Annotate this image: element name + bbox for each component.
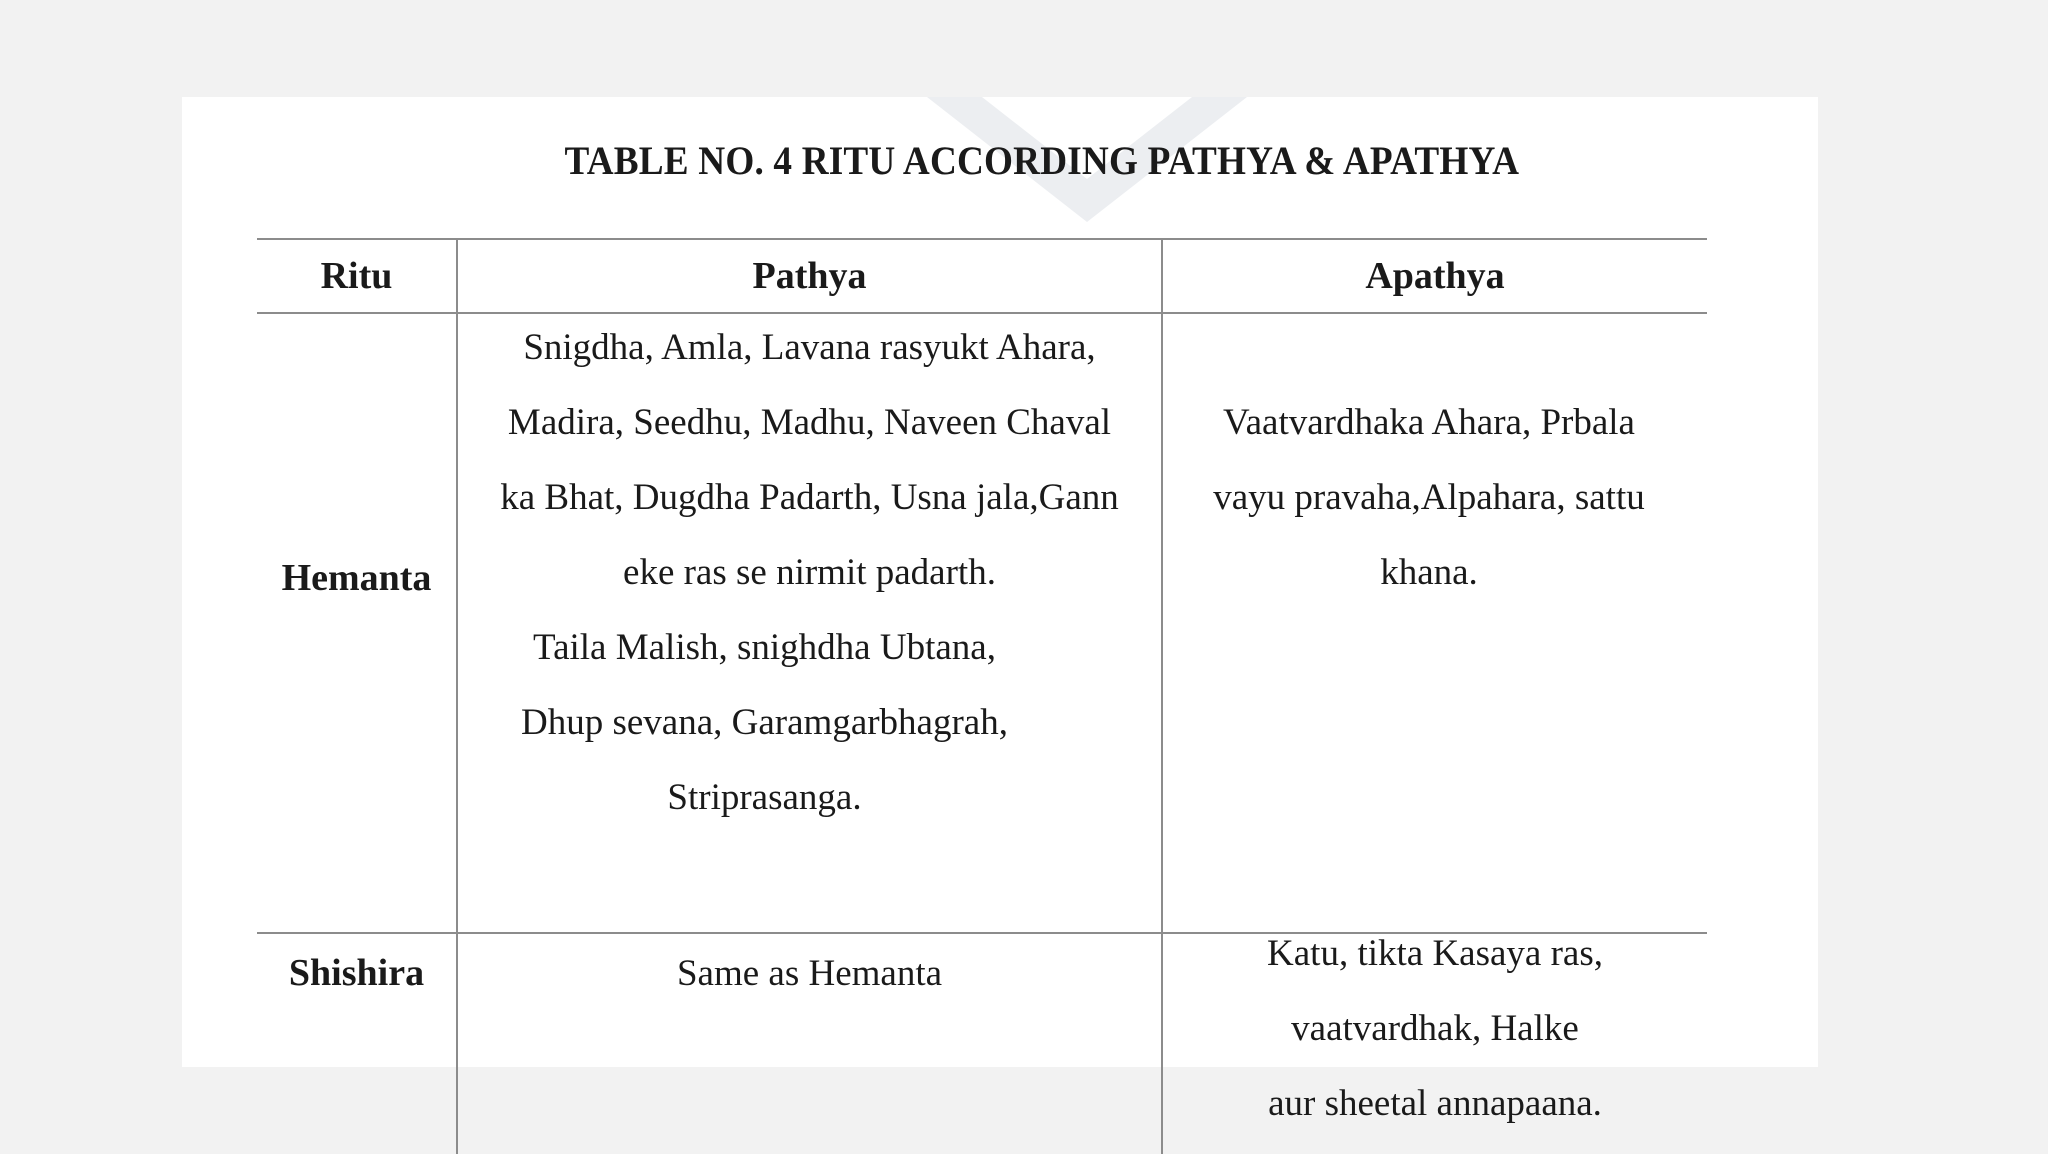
pathya-cell	[457, 313, 1162, 933]
apathya-cell	[1162, 313, 1707, 933]
apathya-line: khana.	[1380, 552, 1478, 593]
pathya-line: Taila Malish, snighdha Ubtana,	[533, 627, 996, 668]
pathya-cell	[457, 933, 1162, 1154]
document-card	[182, 97, 1818, 1124]
ritu-cell	[257, 933, 457, 1154]
pathya-line: Snigdha, Amla, Lavana rasyukt Ahara,	[523, 327, 1096, 368]
header-ritu: Ritu	[257, 239, 457, 313]
pathya-line: Striprasanga.	[667, 777, 862, 818]
pathya-line: Dhup sevana, Garamgarbhagrah,	[521, 702, 1008, 743]
table-title: TABLE NO. 4 RITU ACCORDING PATHYA & APATHYA	[564, 138, 1520, 183]
apathya-cell	[1162, 933, 1707, 1154]
table-header-row	[257, 239, 1707, 313]
ritu-label: Shishira	[288, 952, 425, 994]
ritu-table	[257, 238, 1707, 1154]
ritu-cell: Hemanta	[257, 313, 457, 933]
pathya-line: Madira, Seedhu, Madhu, Naveen Chaval	[507, 402, 1112, 443]
apathya-line: Katu, tikta Kasaya ras,	[1267, 933, 1603, 974]
apathya-line: aur sheetal annapaana.	[1268, 1083, 1602, 1124]
pathya-line: Same as Hemanta	[676, 953, 943, 994]
pathya-line: eke ras se nirmit padarth.	[623, 552, 996, 593]
header-apathya: Apathya	[1162, 239, 1707, 313]
pathya-line: ka Bhat, Dugdha Padarth, Usna jala,Gann	[500, 477, 1119, 518]
header-pathya: Pathya	[457, 239, 1162, 313]
table-row	[257, 933, 1707, 1154]
apathya-line: vaatvardhak, Halke	[1291, 1008, 1579, 1049]
apathya-line: vayu pravaha,Alpahara, sattu	[1213, 477, 1645, 518]
apathya-line: Vaatvardhaka Ahara, Prbala	[1223, 402, 1635, 443]
table-row	[257, 313, 1707, 933]
